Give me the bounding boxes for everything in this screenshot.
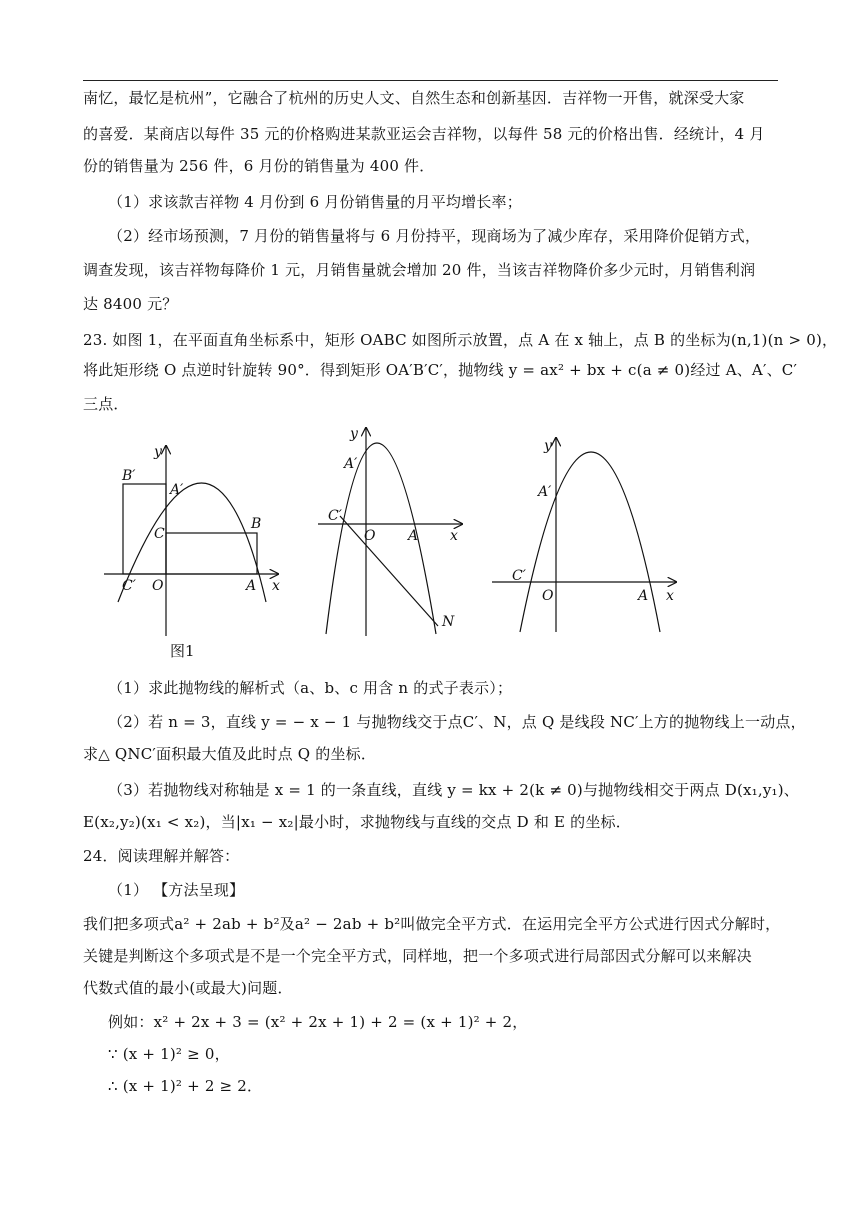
text-line: 的喜爱．某商店以每件 35 元的价格购进某款亚运会吉祥物，以每件 58 元的价格出售．经统计，4 月 — [83, 125, 765, 143]
text-line: 求△ QNC′面积最大值及此时点 Q 的坐标． — [83, 745, 377, 763]
text-line: 我们把多项式a² + 2ab + b²及a² − 2ab + b²叫做完全平方式．在运用完全平方公式进行因式分解时， — [83, 915, 781, 933]
question-part: （2）经市场预测，7 月份的销售量将与 6 月份持平，现商场为了减少库存，采用降价促销方式， — [108, 227, 761, 245]
point-label-a-prime: A′ — [538, 484, 552, 500]
point-label-a-prime: A′ — [170, 482, 184, 498]
formula-line: ∴ (x + 1)² + 2 ≥ 2． — [108, 1077, 263, 1095]
x-axis-label: x — [272, 578, 280, 594]
point-label-c-prime: C′ — [512, 568, 526, 584]
figure-2 — [316, 424, 466, 640]
question-23-title: 23. 如图 1，在平面直角坐标系中，矩形 OABC 如图所示放置，点 A 在 x 轴上，点 B 的坐标为(n,1)(n > 0)， — [83, 331, 838, 349]
section-heading: （1） 【方法呈现】 — [108, 881, 245, 899]
figure-caption: 图1 — [170, 642, 195, 660]
text-line: 代数式值的最小(或最大)问题． — [83, 979, 293, 997]
text-line: E(x₂,y₂)(x₁ < x₂)，当|x₁ − x₂|最小时，求抛物线与直线的交点 D 和 E 的坐标． — [83, 813, 631, 831]
question-part: （1）求该款吉祥物 4 月份到 6 月份销售量的月平均增长率； — [108, 193, 522, 211]
origin-label: O — [542, 588, 554, 604]
formula-line: ∵ (x + 1)² ≥ 0， — [108, 1045, 230, 1063]
figure-3 — [490, 432, 680, 636]
question-24-title: 24．阅读理解并解答： — [83, 847, 240, 865]
point-label-a: A — [638, 588, 649, 604]
x-axis-label: x — [666, 588, 674, 604]
text-line: 南忆，最忆是杭州”，它融合了杭州的历史人文、自然生态和创新基因．吉祥物一开售，就深受大家 — [83, 89, 745, 107]
origin-label: O — [152, 578, 164, 594]
question-part: （1）求此抛物线的解析式（a、b、c 用含 n 的式子表示）； — [108, 679, 513, 697]
x-axis-label: x — [450, 528, 458, 544]
text-line: 份的销售量为 256 件，6 月份的销售量为 400 件． — [83, 157, 435, 175]
y-axis-label: y — [544, 438, 552, 454]
formula-line: 例如：x² + 2x + 3 = (x² + 2x + 1) + 2 = (x + 1)² + 2， — [108, 1013, 528, 1031]
point-label-b: B — [251, 516, 262, 532]
origin-label: O — [364, 528, 376, 544]
point-label-a-prime: A′ — [344, 456, 358, 472]
point-label-b-prime: B′ — [122, 468, 136, 484]
text-line: 关键是判断这个多项式是不是一个完全平方式，同样地，把一个多项式进行局部因式分解可以来解决 — [83, 947, 752, 965]
text-line: 调查发现，该吉祥物每降价 1 元，月销售量就会增加 20 件，当该吉祥物降价多少元时，月销售利润 — [83, 261, 756, 279]
text-line: 达 8400 元？ — [83, 295, 178, 313]
point-label-c-prime: C′ — [122, 578, 136, 594]
question-part: （2）若 n = 3，直线 y = − x − 1 与抛物线交于点C′、N，点 Q 是线段 NC′上方的抛物线上一动点， — [108, 713, 806, 731]
question-part: （3）若抛物线对称轴是 x = 1 的一条直线，直线 y = kx + 2(k ≠ 0)与抛物线相交于两点 D(x₁,y₁)、 — [108, 781, 800, 799]
text-line: 将此矩形绕 O 点逆时针旋转 90°．得到矩形 OA′B′C′，抛物线 y = ax² + bx + c(a ≠ 0)经过 A、A′、C′ — [83, 361, 798, 379]
point-label-c: C — [154, 526, 165, 542]
y-axis-label: y — [154, 444, 162, 460]
point-label-c-prime: C′ — [328, 508, 342, 524]
point-label-a: A — [408, 528, 419, 544]
text-line: 三点． — [83, 395, 129, 413]
y-axis-label: y — [350, 426, 358, 442]
point-label-n: N — [442, 614, 455, 630]
point-label-a: A — [246, 578, 257, 594]
figure-1 — [96, 440, 286, 640]
header-rule — [83, 80, 778, 81]
